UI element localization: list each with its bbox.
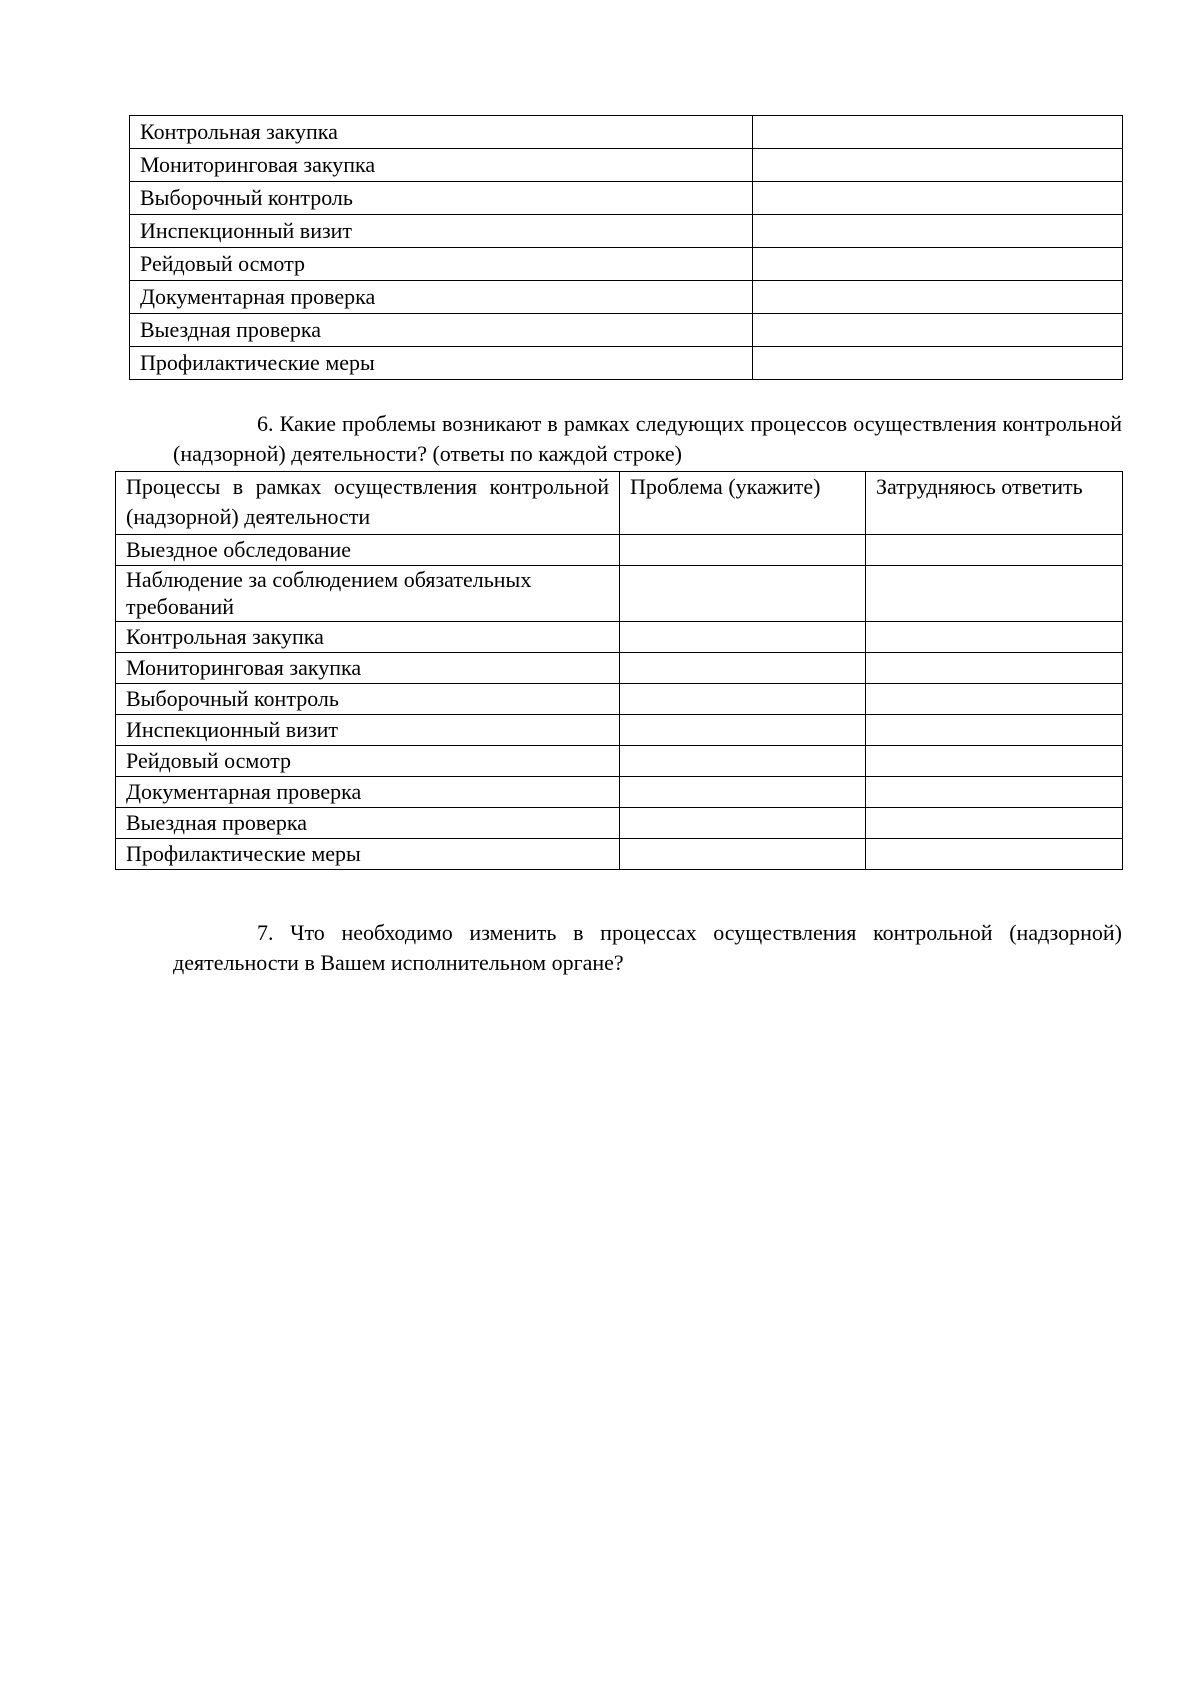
process-name-cell: Мониторинговая закупка (116, 653, 620, 684)
problem-cell[interactable] (620, 566, 866, 622)
difficult-cell[interactable] (866, 684, 1123, 715)
difficult-cell[interactable] (866, 653, 1123, 684)
difficult-cell[interactable] (866, 535, 1123, 566)
table-row (116, 622, 1123, 653)
process-name-cell: Документарная проверка (116, 777, 620, 808)
problem-cell[interactable] (620, 839, 866, 870)
table-row (130, 182, 1123, 215)
process-name-cell: Наблюдение за соблюдением обязательных требований (116, 566, 620, 622)
question-7-text: 7. Что необходимо изменить в процессах осуществления контрольной (надзорной) деятельности в Вашем исполнительном органе? (173, 920, 1122, 975)
answer-cell[interactable] (753, 248, 1123, 281)
answer-cell[interactable] (753, 281, 1123, 314)
question-6 (173, 409, 1122, 469)
problem-cell[interactable] (620, 684, 866, 715)
answer-cell[interactable] (753, 215, 1123, 248)
problem-cell[interactable] (620, 653, 866, 684)
difficult-cell[interactable] (866, 777, 1123, 808)
measure-name-cell: Выездная проверка (130, 314, 753, 347)
table-row (130, 116, 1123, 149)
problem-cell[interactable] (620, 715, 866, 746)
process-name-cell: Выездная проверка (116, 808, 620, 839)
table-row (116, 653, 1123, 684)
process-name-cell: Рейдовый осмотр (116, 746, 620, 777)
measure-name-cell: Выборочный контроль (130, 182, 753, 215)
process-name-cell: Контрольная закупка (116, 622, 620, 653)
difficult-cell[interactable] (866, 566, 1123, 622)
process-name-cell: Выездное обследование (116, 535, 620, 566)
answer-cell[interactable] (753, 149, 1123, 182)
table-row (116, 684, 1123, 715)
table-row (116, 808, 1123, 839)
difficult-cell[interactable] (866, 715, 1123, 746)
table-row (130, 347, 1123, 380)
measure-name-cell: Контрольная закупка (130, 116, 753, 149)
difficult-cell[interactable] (866, 622, 1123, 653)
problem-cell[interactable] (620, 746, 866, 777)
process-problems-table (115, 471, 1123, 870)
table-row (130, 149, 1123, 182)
table-header-row (116, 472, 1123, 535)
process-name-cell: Выборочный контроль (116, 684, 620, 715)
process-name-cell: Инспекционный визит (116, 715, 620, 746)
table-row (130, 215, 1123, 248)
table-row (116, 535, 1123, 566)
table-row (116, 566, 1123, 622)
table-row (130, 314, 1123, 347)
difficult-cell[interactable] (866, 808, 1123, 839)
header-processes: Процессы в рамках осуществления контрольной (надзорной) деятельности (116, 472, 620, 535)
table-row (116, 777, 1123, 808)
problem-cell[interactable] (620, 777, 866, 808)
header-difficult-to-answer: Затрудняюсь ответить (866, 472, 1123, 535)
answer-cell[interactable] (753, 314, 1123, 347)
difficult-cell[interactable] (866, 839, 1123, 870)
problem-cell[interactable] (620, 535, 866, 566)
process-name-cell: Профилактические меры (116, 839, 620, 870)
answer-cell[interactable] (753, 182, 1123, 215)
measure-name-cell: Мониторинговая закупка (130, 149, 753, 182)
question-7 (173, 918, 1122, 978)
header-problem: Проблема (укажите) (620, 472, 866, 535)
measure-name-cell: Инспекционный визит (130, 215, 753, 248)
table-row (116, 746, 1123, 777)
table-row (116, 715, 1123, 746)
table-row (116, 839, 1123, 870)
answer-cell[interactable] (753, 116, 1123, 149)
control-measures-table (129, 115, 1123, 380)
question-6-text: 6. Какие проблемы возникают в рамках следующих процессов осуществления контрольной (надзорной) деятельности? (ответы по каждой строке) (173, 411, 1122, 466)
difficult-cell[interactable] (866, 746, 1123, 777)
table-row (130, 248, 1123, 281)
problem-cell[interactable] (620, 622, 866, 653)
problem-cell[interactable] (620, 808, 866, 839)
measure-name-cell: Рейдовый осмотр (130, 248, 753, 281)
measure-name-cell: Профилактические меры (130, 347, 753, 380)
measure-name-cell: Документарная проверка (130, 281, 753, 314)
table-row (130, 281, 1123, 314)
answer-cell[interactable] (753, 347, 1123, 380)
